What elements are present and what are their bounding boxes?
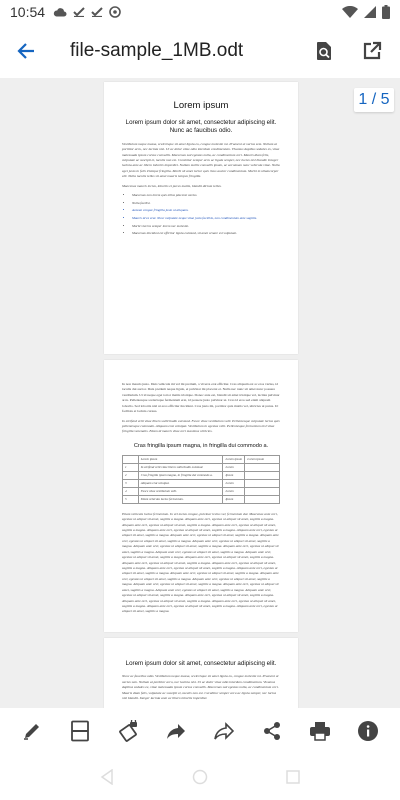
table-cell: Lorem bbox=[223, 463, 245, 471]
share-forward-button[interactable] bbox=[158, 713, 194, 749]
list-item: • Maecenas non lorem quis tellus placerat varius. bbox=[132, 193, 280, 198]
table-row bbox=[123, 471, 280, 479]
table-cell: 2 bbox=[123, 471, 139, 479]
table-cell: Ipsum bbox=[223, 495, 245, 503]
system-nav-bar bbox=[0, 754, 400, 800]
app-bar bbox=[0, 24, 400, 78]
nav-back-button[interactable] bbox=[95, 765, 119, 789]
table-cell bbox=[245, 479, 280, 487]
open-in-new-icon bbox=[362, 41, 382, 61]
search-document-icon bbox=[314, 41, 334, 61]
nav-home-icon bbox=[192, 769, 208, 785]
list-item: • Nulla facilisi. bbox=[132, 201, 280, 206]
table-cell: Ipsum bbox=[223, 471, 245, 479]
page-paragraph: Nunc ac faucibus odio. Vestibulum neque massa, scelerisque sit amet ligula eu, congue molestie mi. Praesent ut varius sem. Nullam at porttitor arcu, nec lacinia nisi. Ut ac dolor vitae odio interdum condimentum. Vivamus dapibus sodales ex, vitae malesuada ipsum cursus convallis. Maecenas sed egestas nulla, ac condimentum orci. Mauris diam felis, vulputate ac suscipit et, iaculis non est. Curabitur semper arcu ac ligula semper, nec luctus nisl blandit. Integer lacinia ante ac libero lobortis imperdiet. bbox=[122, 674, 279, 701]
table-cell: Cras fringilla ipsum magna, in fringilla dui commodo a. bbox=[138, 471, 223, 479]
table-cell: Etiam vehicula luctus fermentum. bbox=[138, 495, 223, 503]
table-cell bbox=[245, 471, 280, 479]
list-item: • Maecenas tincidunt est efficitur ligula euismod, sit amet ornare est vulputate. bbox=[132, 231, 280, 236]
back-button[interactable] bbox=[0, 24, 52, 78]
table-cell: Lorem bbox=[223, 487, 245, 495]
print-icon bbox=[309, 721, 331, 741]
table-header-cell: Lorem ipsum bbox=[245, 455, 280, 463]
table-cell: Lorem bbox=[223, 479, 245, 487]
table-cell: 3 bbox=[123, 479, 139, 487]
cloud-icon bbox=[53, 7, 67, 17]
table-header-cell: Lorem ipsum bbox=[138, 455, 223, 463]
page-paragraph: Maecenas mauris lectus, lobortis et purus mattis, blandit dictum tellus. bbox=[122, 183, 222, 188]
reply-forward-button[interactable] bbox=[206, 713, 242, 749]
document-viewer[interactable] bbox=[0, 78, 400, 708]
nav-back-icon bbox=[100, 769, 114, 785]
page-paragraph: Vestibulum neque massa, scelerisque sit amet ligula eu, congue molestie mi. Praesent ut varius sem. Nullam at porttitor arcu, nec lacinia nisi. Ut ac dolor vitae odio interdum condimentum. Vivamus dapibus sodales ex, vitae malesuada ipsum cursus convallis. Maecenas sed egestas nulla, ac condimentum orci. Mauris diam felis, vulputate ac suscipit et, iaculis non est. Curabitur semper arcu ac ligula semper, nec luctus nisl blandit. Integer lacinia ante ac libero lobortis imperdiet. Nullam mollis convallis ipsum, ac accumsan nunc vehicula vitae. Nulla eget justo in felis tristique fringilla. Morbi sit amet tortor quis risus auctor condimentum. Morbi in ullamcorper elit. Nulla iaculis tellus sit amet mauris tempus fringilla. bbox=[122, 141, 280, 179]
list-item: • Morbi viverra semper lorem nec molestie. bbox=[132, 224, 280, 229]
table-row bbox=[123, 487, 280, 495]
table-cell bbox=[245, 463, 280, 471]
arrow-back-icon bbox=[17, 42, 35, 60]
table-cell: In eleifend velit vitae libero sollicitudin euismod. bbox=[138, 463, 223, 471]
table-cell: 4 bbox=[123, 487, 139, 495]
page-counter: 1 / 5 bbox=[354, 88, 394, 112]
share-icon bbox=[262, 721, 282, 741]
page-subheading: Lorem ipsum dolor sit amet, consectetur adipiscing elit. Nunc ac faucibus odio. bbox=[125, 119, 277, 135]
split-view-button[interactable] bbox=[62, 713, 98, 749]
table-cell: 1 bbox=[123, 463, 139, 471]
wifi-icon bbox=[342, 6, 358, 18]
page-subheading: Cras fringilla ipsum magna, in fringilla dui commodo a. bbox=[133, 442, 269, 449]
page-paragraph: Etiam vehicula luctus fermentum. In vel metus congue, pulvinar lectus vel, fermentum dui. Maecenas ante orci, egestas ut aliquet sit amet, sagittis a magna. Aliquam ante orci, egestas ut aliquet sit amet, sagittis a magna. Aliquam ante orci, egestas ut aliquet sit amet, sagittis a magna. Aliquam ante orci, egestas ut aliquet sit amet, sagittis a magna. Aliquam ante orci, egestas ut aliquet sit amet, sagittis a magna. Aliquam ante orci, egestas ut aliquet sit amet, sagittis a magna. Aliquam ante orci, egestas ut aliquet sit amet, sagittis a magna. Aliquam ante orci, egestas ut aliquet sit amet, sagittis a magna. Aliquam ante orci, egestas ut aliquet sit amet, sagittis a magna. Aliquam ante orci, egestas ut aliquet sit amet, sagittis a magna. Aliquam ante orci, egestas ut aliquet sit amet, sagittis a magna. Aliquam ante orci, egestas ut aliquet sit amet, sagittis a magna. Aliquam ante orci, egestas ut aliquet sit amet, sagittis a magna. Aliquam ante orci, egestas ut aliquet sit amet, sagittis a magna. Aliquam ante orci, egestas ut aliquet sit amet, sagittis a magna. Aliquam ante orci, egestas ut aliquet sit amet, sagittis a magna. Aliquam ante orci, egestas ut aliquet sit amet, sagittis a magna. Aliquam ante orci, egestas ut aliquet sit amet, sagittis a magna. Aliquam ante orci, egestas ut aliquet sit amet, sagittis a magna. Aliquam ante orci, egestas ut aliquet sit amet, sagittis a magna. Aliquam ante orci, egestas ut aliquet sit amet, sagittis a magna. Aliquam ante orci, egestas ut aliquet sit amet, sagittis a magna. Aliquam ante orci, egestas ut aliquet sit amet, sagittis a magna. Aliquam ante orci, egestas ut aliquet sit amet, sagittis a magna. Aliquam ante orci, egestas ut aliquet sit amet, sagittis a magna. Aliquam ante orci, egestas ut aliquet sit amet, sagittis a magna. Aliquam ante orci, egestas ut aliquet sit amet, sagittis a magna. Aliquam ante orci, egestas ut aliquet sit amet, sagittis a magna. Aliquam ante orci, egestas ut aliquet sit amet, sagittis a magna. Aliquam ante orci, egestas ut aliquet sit amet, sagittis a magna. bbox=[122, 511, 279, 614]
signal-icon bbox=[364, 6, 376, 18]
edit-icon bbox=[22, 721, 42, 741]
status-time: 10:54 bbox=[10, 4, 46, 20]
at-icon bbox=[109, 6, 121, 18]
table-cell bbox=[245, 487, 280, 495]
nav-home-button[interactable] bbox=[188, 765, 212, 789]
share-button[interactable] bbox=[254, 713, 290, 749]
document-page-1 bbox=[104, 82, 298, 354]
list-item: • Mauris id ex erat. Nunc vulputate neque vitae justo facilisis, non condimentum ante sagittis. bbox=[132, 216, 280, 221]
reply-forward-icon bbox=[214, 721, 234, 741]
list-item: • Aenean congue fringilla justo ut aliquam. bbox=[132, 208, 280, 213]
document-table bbox=[122, 455, 280, 504]
info-icon bbox=[357, 720, 379, 742]
share-forward-icon bbox=[166, 721, 186, 741]
bottom-toolbar bbox=[0, 708, 400, 754]
check-icon bbox=[73, 7, 85, 17]
document-page-2 bbox=[104, 360, 298, 632]
document-page-3 bbox=[104, 638, 298, 708]
page-heading: Lorem ipsum bbox=[173, 100, 229, 111]
open-in-new-button[interactable] bbox=[348, 24, 396, 78]
page-paragraph: In eleifend velit vitae libero sollicitudin euismod. Fusce vitae vestibulum velit. Pellentesque vulputate lectus quis pellentesque commodo. Aliquam erat volutpat. Vestibulum in egestas velit. Pellentesque fermentum nisl vitae fringilla venenatis. Etiam id mauris vitae orci maximus ultricies. bbox=[122, 418, 280, 434]
page-subheading: Lorem ipsum dolor sit amet, consectetur adipiscing elit. bbox=[125, 660, 277, 667]
table-header-cell bbox=[123, 455, 139, 463]
info-button[interactable] bbox=[350, 713, 386, 749]
table-header-row bbox=[123, 455, 280, 463]
print-button[interactable] bbox=[302, 713, 338, 749]
rotate-lock-icon bbox=[117, 720, 139, 742]
table-cell bbox=[245, 495, 280, 503]
table-header-cell: Lorem ipsum bbox=[223, 455, 245, 463]
document-title: file-sample_1MB.odt bbox=[70, 40, 244, 61]
nav-recents-button[interactable] bbox=[281, 765, 305, 789]
table-row bbox=[123, 495, 280, 503]
table-cell: 5 bbox=[123, 495, 139, 503]
table-row bbox=[123, 463, 280, 471]
status-bar bbox=[0, 0, 400, 24]
nav-recents-icon bbox=[286, 770, 300, 784]
rotate-lock-button[interactable] bbox=[110, 713, 146, 749]
table-row bbox=[123, 479, 280, 487]
table-cell: Fusce vitae vestibulum velit. bbox=[138, 487, 223, 495]
edit-button[interactable] bbox=[14, 713, 50, 749]
table-cell: Aliquam erat volutpat. bbox=[138, 479, 223, 487]
page-bullet-list bbox=[132, 193, 280, 236]
search-document-button[interactable] bbox=[300, 24, 348, 78]
page-paragraph: In non mauris justo. Duis vehicula mi vel mi pretium, a viverra erat efficitur. Cras aliquam est ac eros varius, id iaculis dui auctor. Duis pretium neque ligula, et pulvinar mi placerat et. Nulla nec nunc sit amet nunc posuere vestibulum. Ut id neque eget tortor mattis tristique. Donec ante est, blandit sit amet tristique vel, lacinia pulvinar arcu. Pellentesque scelerisque fermentum erat, id posuere justo pulvinar ut. Cras id eros sed enim aliquam lobortis. Sed lobortis nisl ut eros efficitur tincidunt. Cras justo mi, porttitor quis mattis vel, ultricies ut purus. Ut facilisis et lacinia cursus. bbox=[122, 382, 280, 414]
battery-icon bbox=[382, 5, 390, 19]
split-view-icon bbox=[70, 720, 90, 742]
check-icon bbox=[91, 7, 103, 17]
